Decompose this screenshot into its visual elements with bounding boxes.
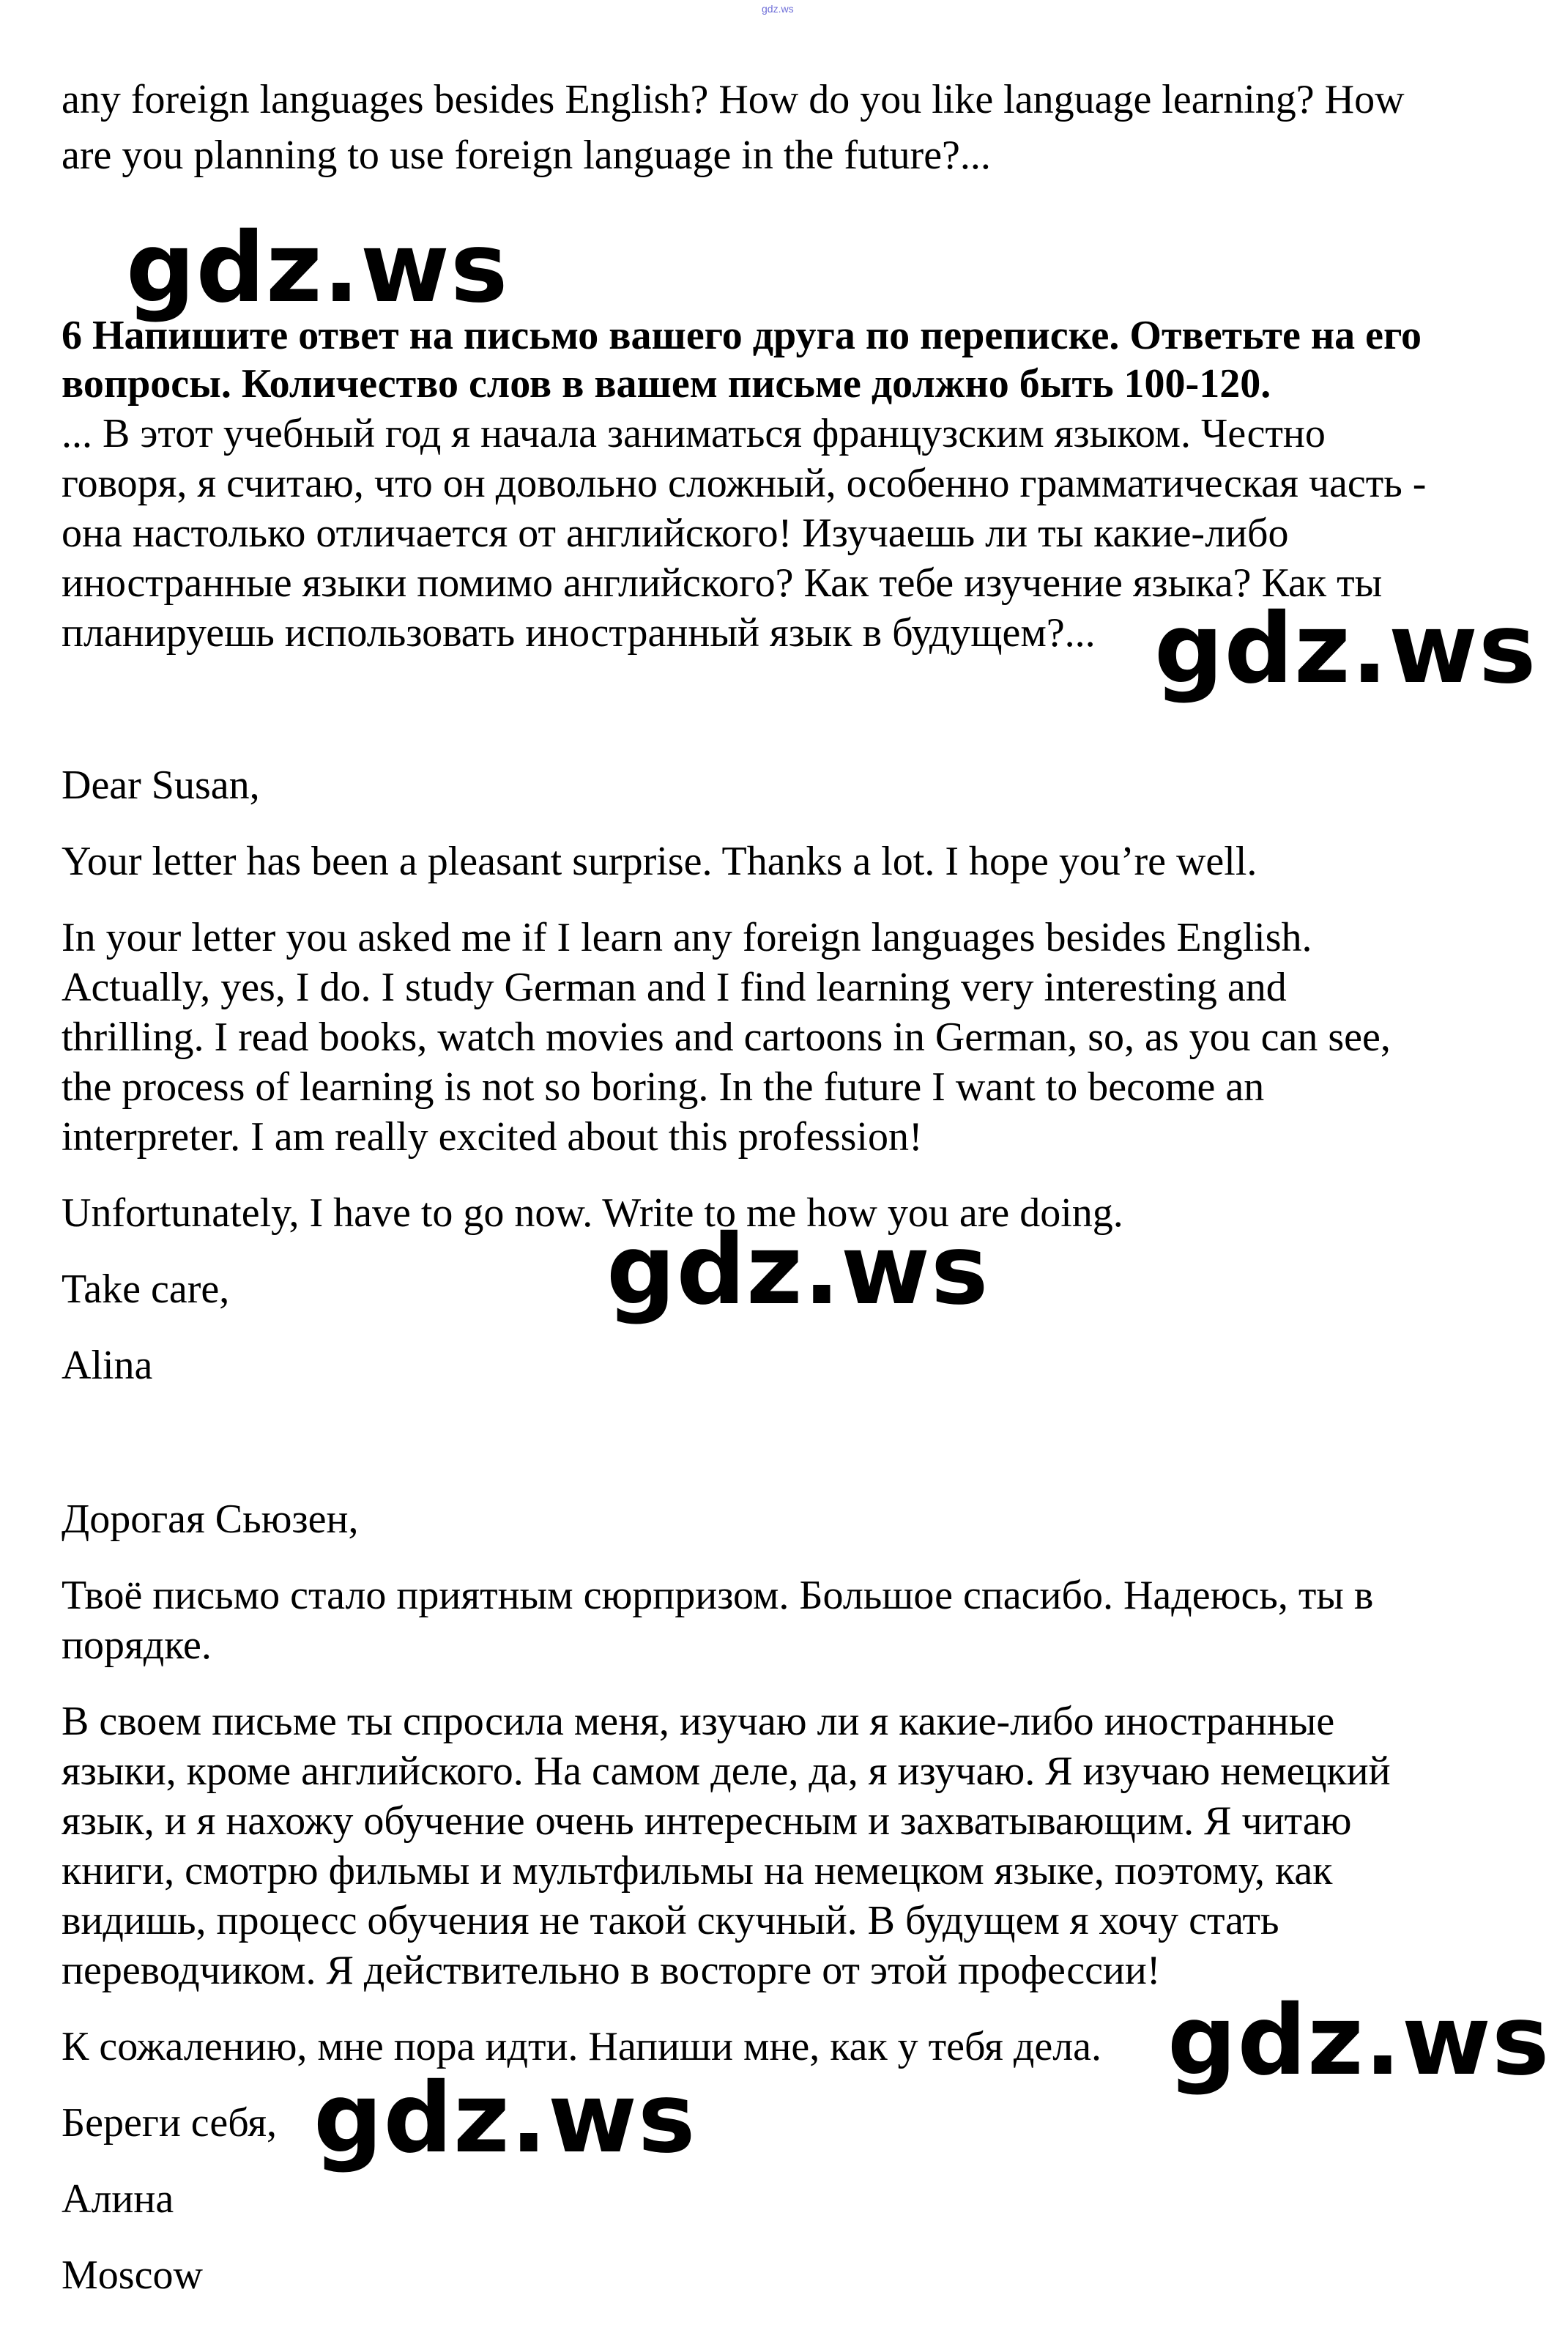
place-name: Moscow (62, 2252, 203, 2298)
watermark-logo: gdz.ws (126, 212, 509, 325)
excerpt-line: говоря, я считаю, что он довольно сложный, особенно грамматическая часть - (62, 461, 1427, 506)
russian-paragraph-2-line: книги, смотрю фильмы и мультфильмы на немецком языке, поэтому, как (62, 1848, 1333, 1894)
english-paragraph-2-line: interpreter. I am really excited about this profession! (62, 1114, 923, 1160)
russian-paragraph-3: К сожалению, мне пора идти. Напиши мне, как у тебя дела. (62, 2024, 1102, 2069)
excerpt-line: она настолько отличается от английского! Изучаешь ли ты какие-либо (62, 511, 1289, 556)
english-paragraph-3: Unfortunately, I have to go now. Write to me how you are doing. (62, 1190, 1123, 1236)
task-heading-line: 6 Напишите ответ на письмо вашего друга по переписке. Ответьте на его (62, 313, 1422, 358)
russian-signature: Алина (62, 2176, 174, 2222)
english-paragraph-2-line: In your letter you asked me if I learn any foreign languages besides English. (62, 915, 1312, 960)
intro-line: are you planning to use foreign language in the future?... (62, 133, 991, 178)
english-paragraph-2-line: thrilling. I read books, watch movies and cartoons in German, so, as you can see, (62, 1015, 1391, 1060)
russian-paragraph-2-line: язык, и я нахожу обучение очень интересным и захватывающим. Я читаю (62, 1798, 1352, 1844)
english-paragraph-2-line: Actually, yes, I do. I study German and I find learning very interesting and (62, 965, 1287, 1010)
watermark-logo: gdz.ws (1154, 593, 1537, 705)
russian-paragraph-1-line: Твоё письмо стало приятным сюрпризом. Большое спасибо. Надеюсь, ты в (62, 1573, 1374, 1618)
russian-paragraph-2-line: В своем письме ты спросила меня, изучаю ли я какие-либо иностранные (62, 1699, 1335, 1744)
russian-paragraph-2-line: языки, кроме английского. На самом деле, да, я изучаю. Я изучаю немецкий (62, 1749, 1391, 1794)
excerpt-line: планируешь использовать иностранный язык в будущем?... (62, 610, 1096, 656)
english-greeting: Dear Susan, (62, 763, 260, 808)
russian-closing: Береги себя, (62, 2100, 278, 2146)
russian-paragraph-1-line: порядке. (62, 1623, 212, 1668)
russian-greeting: Дорогая Сьюзен, (62, 1497, 359, 1542)
task-heading-line: вопросы. Количество слов в вашем письме должно быть 100-120. (62, 361, 1271, 407)
excerpt-line: ... В этот учебный год я начала заниматься французским языком. Честно (62, 411, 1326, 456)
watermark-logo: gdz.ws (313, 2062, 696, 2175)
watermark-logo: gdz.ws (606, 1214, 989, 1327)
top-watermark: gdz.ws (762, 3, 794, 15)
excerpt-line: иностранные языки помимо английского? Как тебе изучение языка? Как ты (62, 560, 1383, 606)
intro-line: any foreign languages besides English? How do you like language learning? How (62, 77, 1405, 122)
english-closing: Take care, (62, 1267, 230, 1312)
watermark-logo: gdz.ws (1167, 1984, 1550, 2097)
russian-paragraph-2-line: переводчиком. Я действительно в восторге от этой профессии! (62, 1948, 1161, 1993)
english-paragraph-2-line: the process of learning is not so boring. In the future I want to become an (62, 1064, 1265, 1110)
english-paragraph-1: Your letter has been a pleasant surprise. Thanks a lot. I hope you’re well. (62, 839, 1257, 884)
russian-paragraph-2-line: видишь, процесс обучения не такой скучный. В будущем я хочу стать (62, 1898, 1279, 1943)
english-signature: Alina (62, 1343, 153, 1388)
